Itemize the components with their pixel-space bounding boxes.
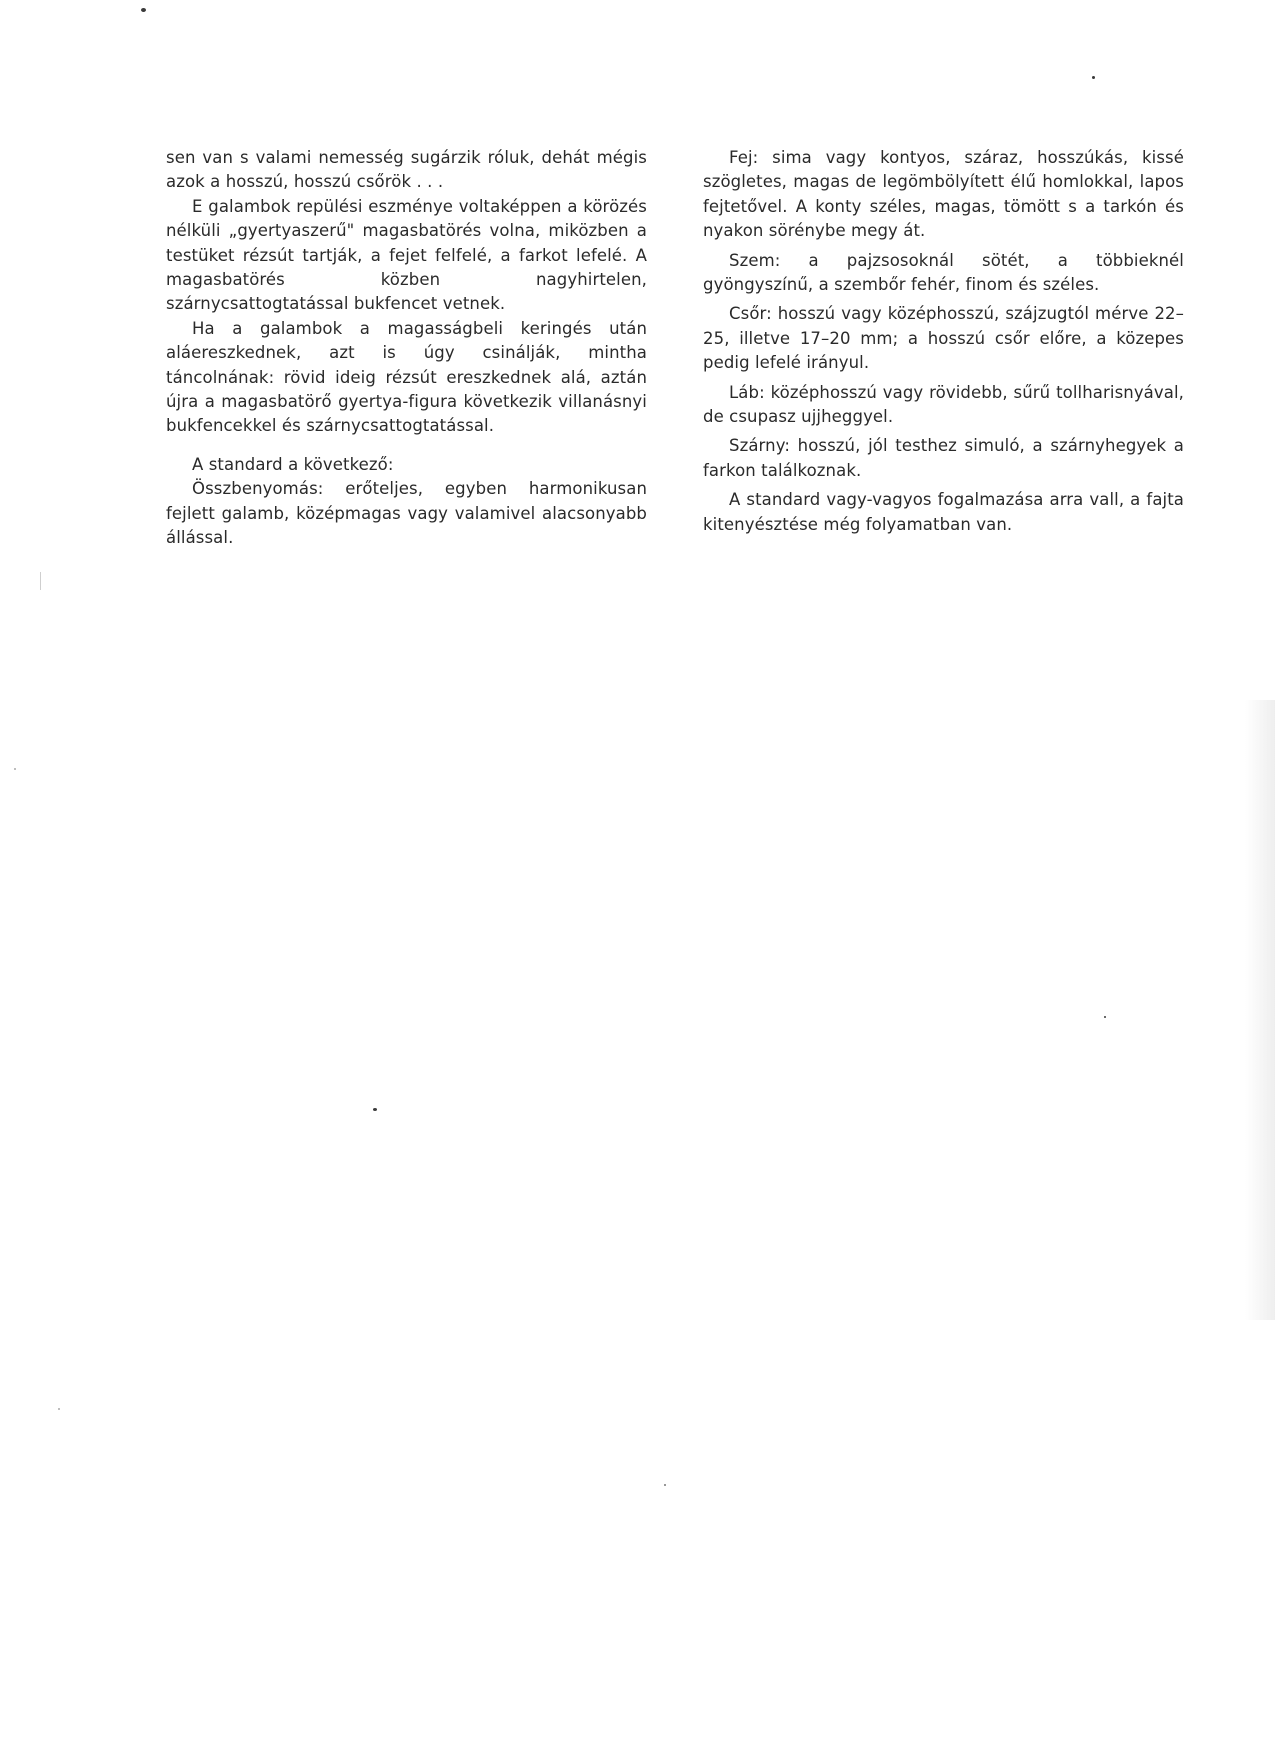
scan-edge-shadow <box>1245 700 1275 1320</box>
scan-speck <box>373 1108 377 1111</box>
paragraph: sen van s valami nemesség sugárzik róluk, dehát mégis azok a hosszú, hosszú csőrök . . . <box>166 148 647 192</box>
scan-speck <box>1104 1016 1106 1018</box>
scan-speck <box>664 1484 666 1486</box>
paragraph: Szem: a pajzsosoknál sötét, a többieknél gyöngyszínű, a szembőr fehér, finom és széles. <box>703 250 1184 295</box>
paragraph: Csőr: hosszú vagy középhosszú, szájzugtól mérve 22–25, illetve 17–20 mm; a hosszú csőr előre, a közepes pedig lefelé irányul. <box>703 304 1184 373</box>
left-text-column <box>166 146 647 551</box>
scan-speck <box>14 768 16 770</box>
paragraph: Összbenyomás: erőteljes, egyben harmonikusan fejlett galamb, középmagas vagy valamivel alacsonyabb állással. <box>166 479 647 548</box>
paragraph: A standard a következő: <box>192 454 394 474</box>
right-text-column <box>703 146 1184 537</box>
scan-speck <box>141 8 146 12</box>
scan-speck <box>1092 76 1095 79</box>
paragraph: Szárny: hosszú, jól testhez simuló, a szárnyhegyek a farkon találkoznak. <box>703 436 1184 480</box>
scan-speck <box>40 572 41 590</box>
paragraph: E galambok repülési eszménye voltaképpen a körözés nélküli „gyertyaszerű" magasbatörés volna, miközben a testüket rézsút tartják, a fejet felfelé, a farkot lefelé. A magasbatörés közben nagyhirtelen, szárnycsattogtatással bukfencet vetnek. <box>166 196 647 314</box>
paragraph: Fej: sima vagy kontyos, száraz, hosszúkás, kissé szögletes, magas de legömbölyített élű homlokkal, lapos fejtetővel. A konty széles, magas, tömött s a tarkón és nyakon sörénybe megy át. <box>703 148 1184 241</box>
paragraph: Láb: középhosszú vagy rövidebb, sűrű tollharisnyával, de csupasz ujjheggyel. <box>703 382 1184 427</box>
scan-speck <box>58 1408 60 1410</box>
paragraph: A standard vagy-vagyos fogalmazása arra vall, a fajta kitenyésztése még folyamatban van. <box>703 490 1184 534</box>
paragraph: Ha a galambok a magasságbeli keringés után aláereszkednek, azt is úgy csinálják, mintha táncolnának: rövid ideig rézsút ereszkednek alá, aztán újra a magasbatörő gyertya-figura következik villanásnyi bukfencekkel és szárnycsattogtatással. <box>166 318 647 436</box>
